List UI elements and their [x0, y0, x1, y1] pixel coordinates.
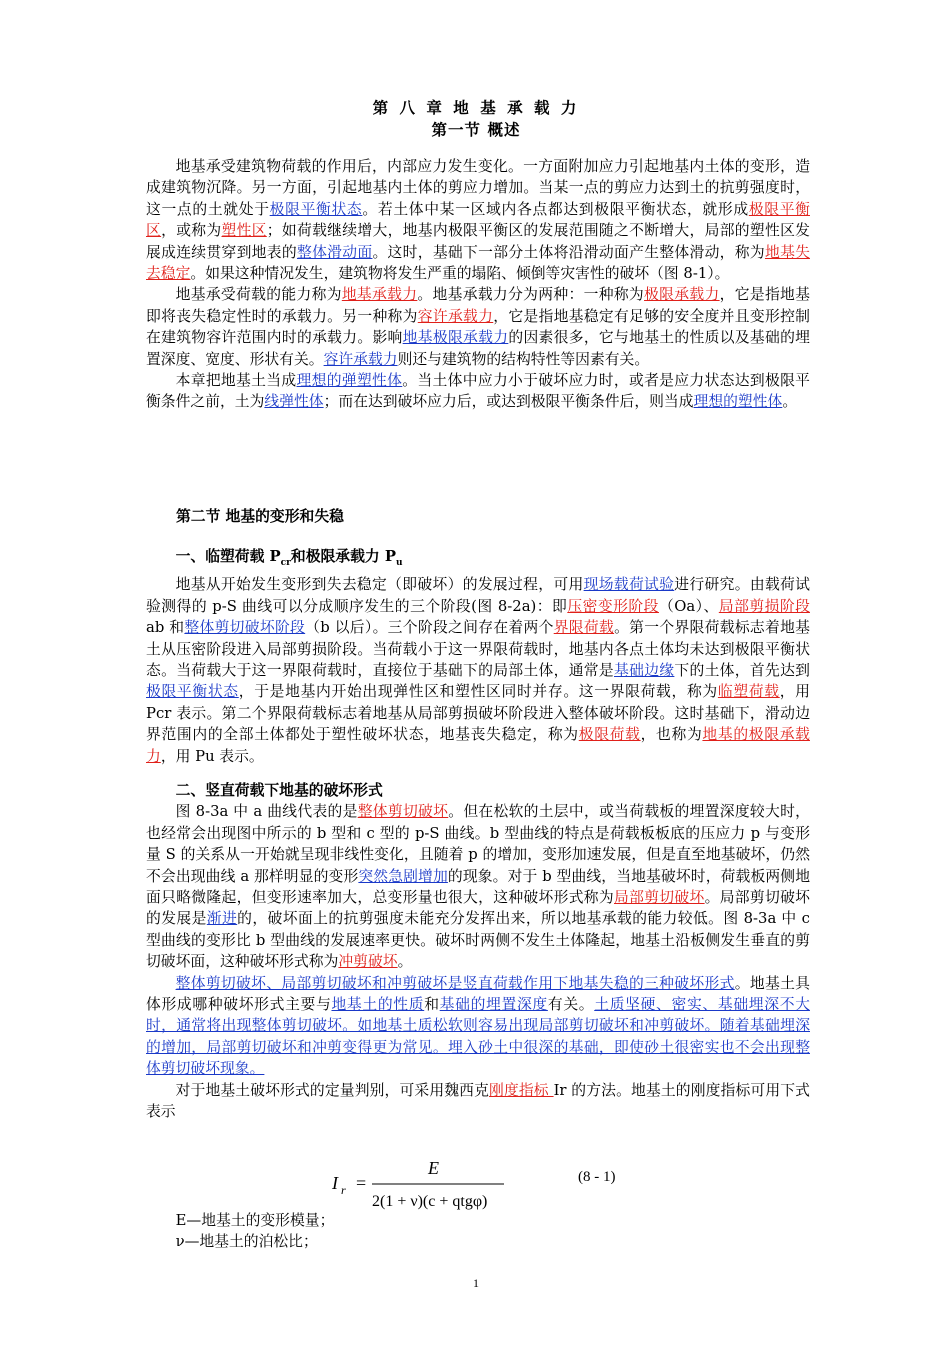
link-sudden-increase[interactable]: 突然急剧增加 — [358, 867, 448, 885]
link-limit-equilibrium-zone[interactable]: 极限平衡区 — [146, 200, 810, 240]
chapter-title: 第 八 章 地 基 承 载 力 — [372, 98, 580, 117]
link-three-failure-modes[interactable]: 整体剪切破坏、局部剪切破坏和冲剪破坏是竖直荷载作用下地基失稳的三种破坏形式 — [175, 974, 735, 992]
page-number: 1 — [473, 1276, 479, 1290]
link-limit-equilibrium-2[interactable]: 极限平衡状态 — [146, 683, 239, 701]
link-foundation-edge[interactable]: 基础边缘 — [614, 661, 675, 679]
link-sliding-surface[interactable]: 整体滑动面 — [296, 243, 373, 261]
link-boundary-load[interactable]: 界限荷载 — [553, 619, 615, 637]
paragraph-5: 图 8-3a 中 a 曲线代表的是整体剪切破坏。但在松软的土层中，或当荷载板的埋置深度较大时，也经常会出现图中所示的 b 型和 c 型的 p-S 曲线。b 型曲线的特点是荷载板板底的压应力 p 与变形量 S 的关系从一开始就呈现非线性变化，且随着 p 的增加，变形加速发展，但是直至地基破坏，仍然不会出现曲线 a 那样明显的变形突然急剧增加的现象。对于 b 型曲线，当地基破坏时，荷载板两侧地面只略微隆起，但变形速率加大，总变形量也很大，这种破坏形式称为局部剪切破坏。局部剪切破坏的发展是渐进的，破坏面上的抗剪强度未能充分发挥出来，所以地基承载的能力较低。图 8-3a 中 c 型曲线的变形比 b 型曲线的发展速率更快。破坏时两侧不发生土体隆起，地基土沿板侧发生垂直的剪切破坏面，这种破坏形式称为冲剪破坏。 — [146, 803, 810, 971]
link-punching-failure[interactable]: 冲剪破坏 — [338, 953, 398, 971]
link-embedment-depth[interactable]: 基础的埋置深度 — [439, 996, 548, 1014]
link-critical-load[interactable]: 临塑荷载 — [717, 683, 780, 701]
link-ground-ultimate-capacity[interactable]: 地基极限承载力 — [402, 329, 509, 347]
link-ultimate-capacity[interactable]: 极限承载力 — [644, 286, 720, 304]
link-allowable-capacity-2[interactable]: 容许承载力 — [323, 350, 398, 368]
paragraph-7: 对于地基土破坏形式的定量判别，可采用魏西克刚度指标 Ir 的方法。地基土的刚度指标可用下式表示 — [146, 1081, 810, 1121]
link-loss-of-stability[interactable]: 地基失去稳定 — [146, 243, 810, 283]
link-plastic-zone[interactable]: 塑性区 — [221, 222, 267, 240]
link-elastoplastic-body[interactable]: 理想的弹塑性体 — [296, 372, 403, 390]
link-local-shear-stage[interactable]: 局部剪损阶段 — [718, 597, 810, 615]
link-linear-elastic-body[interactable]: 线弹性体 — [264, 393, 324, 411]
link-limit-equilibrium[interactable]: 极限平衡状态 — [269, 200, 363, 218]
var-nu: ν—地基土的泊松比； — [175, 1233, 318, 1251]
link-ground-ultimate-capacity-2[interactable]: 地基的极限承载力 — [146, 726, 810, 765]
subheading-critical-load: 一、临塑荷载 $P_{cr}$和极限承载力 $P_u$ — [175, 548, 403, 568]
paragraph-1: 地基承受建筑物荷载的作用后，内部应力发生变化。一方面附加应力引起地基内土体的变形，造成建筑物沉降。另一方面，引起地基内土体的剪应力增加。当某一点的剪应力达到土的抗剪强度时，这一点的土就处于极限平衡状态。若土体中某一区域内各点都达到极限平衡状态，就形成极限平衡区，或称为塑性区；如荷载继续增大，地基内极限平衡区的发展范围随之不断增大，局部的塑性区发展成连续贯穿到地表的整体滑动面。这时，基础下一部分土体将沿滑动面产生整体滑动，称为地基失去稳定。如果这种情况发生，建筑物将发生严重的塌陷、倾倒等灾害性的破坏（图 8-1）。 — [146, 158, 810, 283]
paragraph-4: 地基从开始发生变形到失去稳定（即破坏）的发展过程，可用现场载荷试验进行研究。由载荷试验测得的 p-S 曲线可以分成顺序发生的三个阶段(图 8-2a)：即压密变形阶段（Oa）、局部剪损阶段 ab 和整体剪切破坏阶段（b 以后）。三个阶段之间存在着两个界限荷载。第一个界限荷载标志着地基土从压密阶段进入局部剪损阶段。当荷载小于这一界限荷载时，地基内各点土体均未达到极限平衡状态。当荷载大于这一界限荷载时，直接位于基础下的局部土体，通常是基础边缘下的土体，首先达到极限平衡状态，于是地基内开始出现弹性区和塑性区同时并存。这一界限荷载，称为临塑荷载，用 Pcr 表示。第二个界限荷载标志着地基从局部剪损破坏阶段进入整体破坏阶段。这时基础下，滑动边界范围内的全部土体都处于塑性破坏状态，地基丧失稳定，称为极限荷载，也称为地基的极限承载力，用 Pu 表示。 — [146, 576, 810, 765]
section-title-deformation: 第二节 地基的变形和失稳 — [176, 508, 344, 525]
link-bearing-capacity[interactable]: 地基承载力 — [341, 286, 418, 304]
link-allowable-capacity[interactable]: 容许承载力 — [417, 307, 494, 325]
section2-body — [146, 546, 810, 1123]
link-general-shear-failure[interactable]: 整体剪切破坏 — [357, 803, 449, 821]
var-e: E—地基土的变形模量； — [175, 1212, 335, 1229]
link-local-shear-failure[interactable]: 局部剪切破坏 — [614, 889, 705, 907]
paragraph-2: 地基承受荷载的能力称为地基承载力。地基承载力分为两种：一种称为极限承载力，它是指地基即将丧失稳定性时的承载力。另一种称为容许承载力，它是指地基稳定有足够的安全度并且变形控制在建筑物容许范围内时的承载力。影响地基极限承载力的因素很多，它与地基土的性质以及基础的埋置深度、宽度、形状有关。容许承载力则还与建筑物的结构特性等因素有关。 — [146, 286, 810, 368]
formula-denominator: 2(1 + ν)(c + qtgφ) — [372, 1193, 488, 1210]
paragraph-6: 整体剪切破坏、局部剪切破坏和冲剪破坏是竖直荷载作用下地基失稳的三种破坏形式。地基土具体形成哪种破坏形式主要与地基土的性质和基础的埋置深度有关。土质坚硬、密实、基础埋深不大时，通常将出现整体剪切破坏。如地基土质松软则容易出现局部剪切破坏和冲剪破坏。随着基础埋深的增加，局部剪切破坏和冲剪变得更为常见。埋入砂土中很深的基础，即使砂土很密实也不会出现整体剪切破坏现象。 — [146, 974, 810, 1078]
link-rigidity-index[interactable]: 刚度指标 — [489, 1081, 554, 1099]
link-field-load-test[interactable]: 现场载荷试验 — [583, 576, 675, 594]
formula-lhs: I — [332, 1173, 338, 1193]
formula-equals: = — [356, 1173, 367, 1193]
variable-definitions — [146, 1210, 810, 1253]
formula-number: (8 - 1) — [578, 1169, 616, 1185]
link-ultimate-load[interactable]: 极限荷载 — [578, 726, 641, 744]
link-progressive[interactable]: 渐进 — [206, 910, 238, 928]
link-failure-mode-explanation[interactable]: 土质坚硬、密实、基础埋深不大时，通常将出现整体剪切破坏。如地基土质松软则容易出现局部剪切破坏和冲剪破坏。随着基础埋深的增加，局部剪切破坏和冲剪变得更为常见。埋入砂土中很深的基础，即使砂土很密实也不会出现整体剪切破坏现象。 — [146, 996, 810, 1078]
subheading-failure-modes: 二、竖直荷载下地基的破坏形式 — [175, 782, 383, 800]
formula-numerator: E — [428, 1160, 439, 1178]
link-soil-properties[interactable]: 地基土的性质 — [331, 996, 425, 1014]
formula-lhs-sub: r — [341, 1183, 346, 1197]
section-title-overview: 第一节 概述 — [431, 120, 521, 139]
link-general-shear-stage[interactable]: 整体剪切破坏阶段 — [184, 619, 306, 637]
link-plastic-body[interactable]: 理想的塑性体 — [693, 393, 783, 411]
link-compaction-stage[interactable]: 压密变形阶段 — [567, 597, 659, 615]
section1-body — [146, 156, 810, 413]
paragraph-3: 本章把地基土当成理想的弹塑性体。当土体中应力小于破坏应力时，或者是应力状态达到极限平衡条件之前，土为线弹性体；而在达到破坏应力后，或达到极限平衡条件后，则当成理想的塑性体。 — [146, 372, 810, 411]
